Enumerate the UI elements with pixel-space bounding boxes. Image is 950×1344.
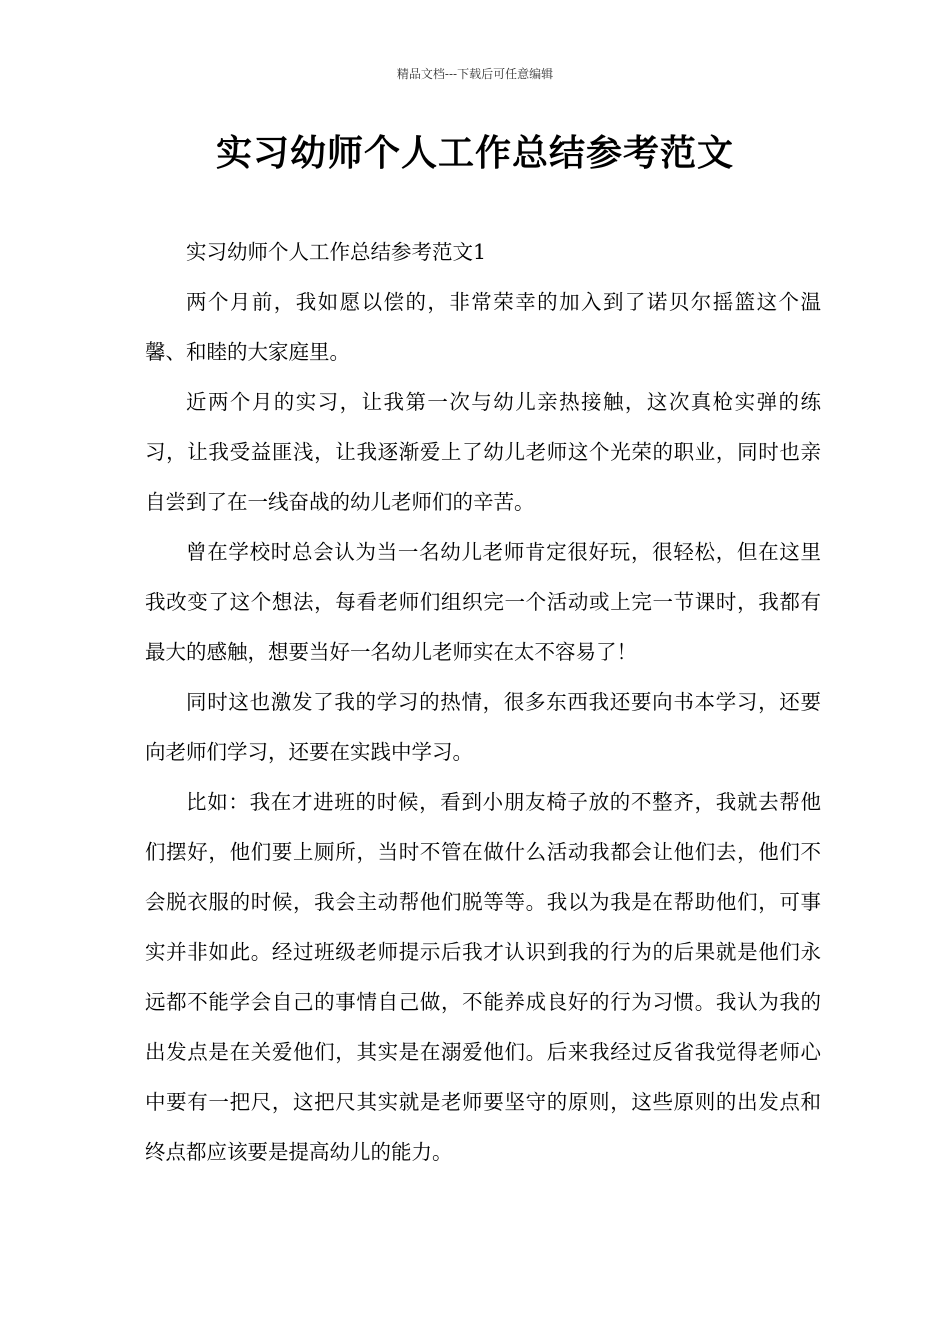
body-paragraph: 近两个月的实习，让我第一次与幼儿亲热接触，这次真枪实弹的练习，让我受益匪浅，让我逐渐爱上了幼儿老师这个光荣的职业，同时也亲自尝到了在一线奋战的幼儿老师们的辛苦。	[145, 390, 821, 514]
header-note: 精品文档---下载后可任意编辑	[396, 67, 554, 81]
body-paragraph: 曾在学校时总会认为当一名幼儿老师肯定很好玩，很轻松，但在这里我改变了这个想法，每看老师们组织完一个活动或上完一节课时，我都有最大的感触，想要当好一名幼儿老师实在太不容易了！	[145, 540, 821, 664]
body-paragraph: 同时这也激发了我的学习的热情，很多东西我还要向书本学习，还要向老师们学习，还要在实践中学习。	[145, 690, 821, 764]
body-paragraph: 比如：我在才进班的时候，看到小朋友椅子放的不整齐，我就去帮他们摆好，他们要上厕所，当时不管在做什么活动我都会让他们去，他们不会脱衣服的时候，我会主动帮他们脱等等。我以为我是在帮助他们，可事实并非如此。经过班级老师提示后我才认识到我的行为的后果就是他们永远都不能学会自己的事情自己做，不能养成良好的行为习惯。我认为我的出发点是在关爱他们，其实是在溺爱他们。后来我经过反省我觉得老师心中要有一把尺，这把尺其实就是老师要坚守的原则，这些原则的出发点和终点都应该要是提高幼儿的能力。	[145, 790, 821, 1164]
subtitle-paragraph: 实习幼师个人工作总结参考范文1	[186, 240, 487, 264]
document-title: 实习幼师个人工作总结参考范文	[215, 132, 734, 174]
document-body	[145, 227, 821, 1177]
body-paragraph: 两个月前，我如愿以偿的，非常荣幸的加入到了诺贝尔摇篮这个温馨、和睦的大家庭里。	[145, 290, 821, 364]
